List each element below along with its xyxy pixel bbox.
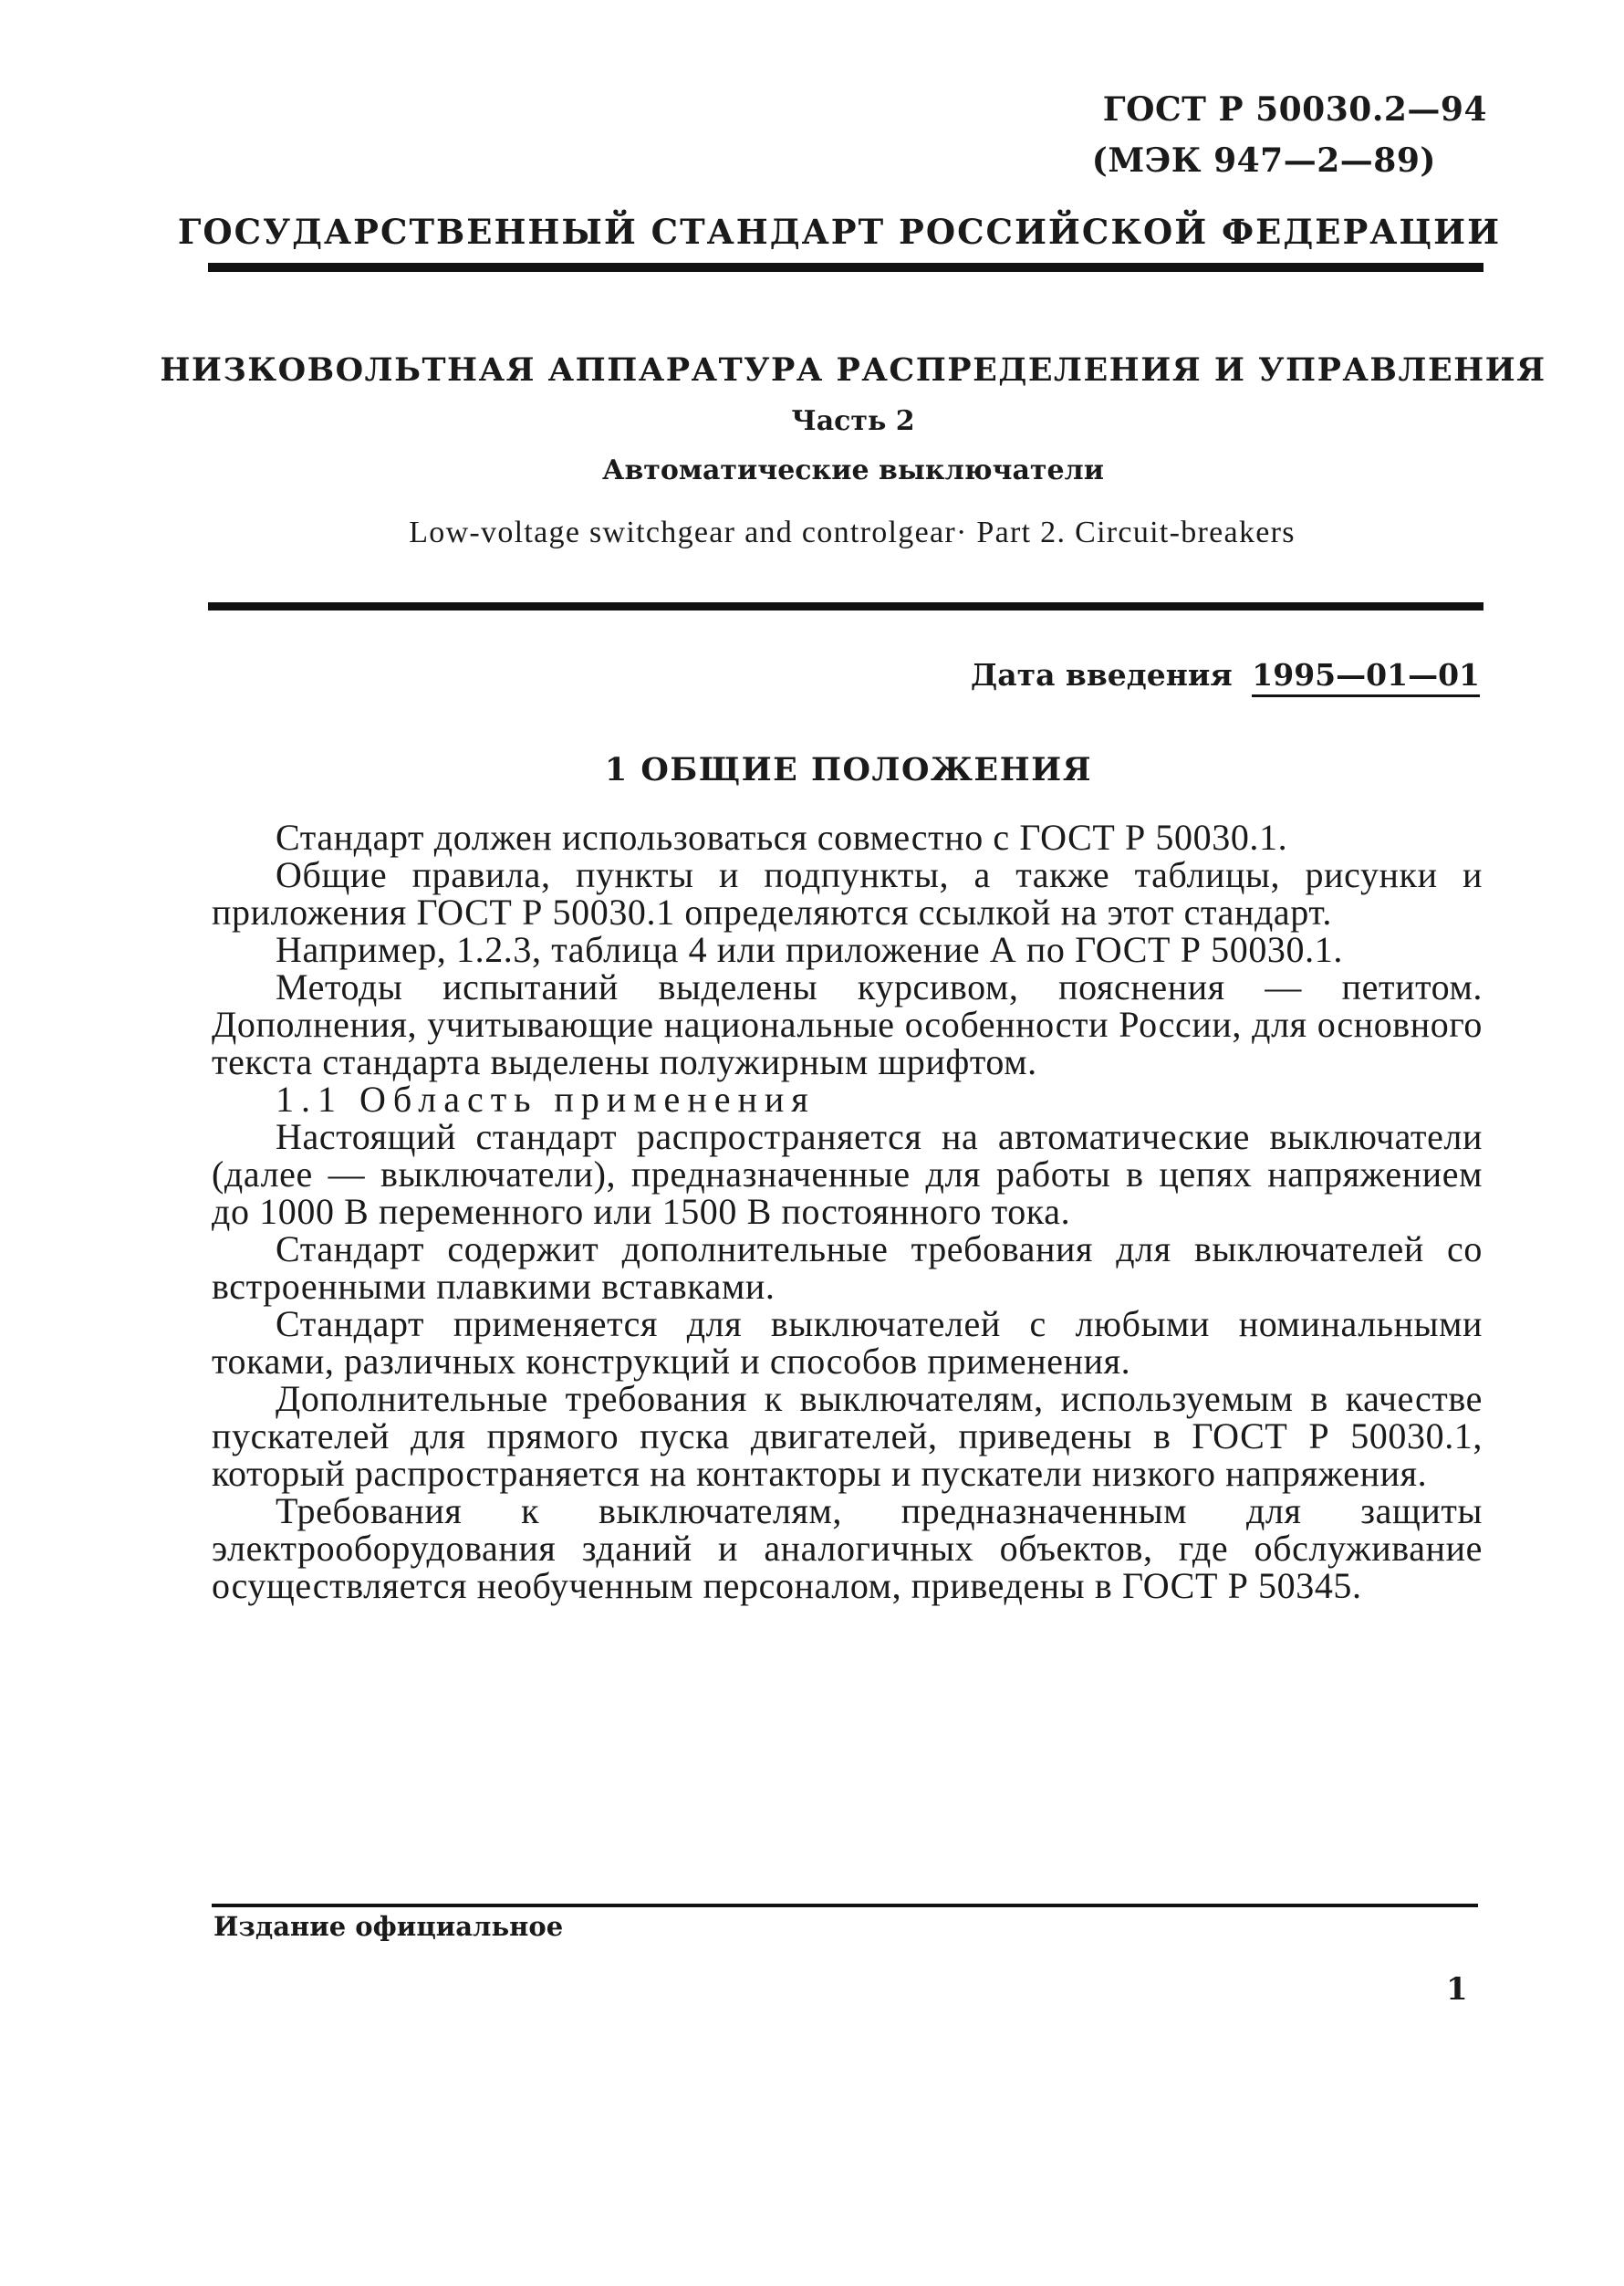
paragraph: Стандарт применяется для выключателей с любыми номинальными токами, различных конструкций и способов применения. [212, 1303, 1483, 1382]
section-heading: 1 ОБЩИЕ ПОЛОЖЕНИЯ [604, 751, 1093, 788]
paragraph: Настоящий стандарт распространяется на автоматические выключатели (далее — выключатели), предназначенные для работы в цепях напряжением до 1000 В переменного или 1500 В постоянного тока. [212, 1116, 1483, 1232]
intro-date-label: Дата введения [970, 657, 1233, 693]
paragraph: Стандарт должен использоваться совместно с ГОСТ Р 50030.1. [276, 817, 1288, 858]
intro-date-value: 1995—01—01 [1252, 657, 1480, 697]
designation-gost: ГОСТ Р 50030.2—94 [1102, 90, 1487, 129]
paragraph: Требования к выключателям, предназначенным для защиты электрооборудования зданий и аналогичных объектов, где обслуживание осуществляется необученным персоналом, приведены в ГОСТ Р 50345. [212, 1490, 1483, 1606]
intro-date [971, 657, 1480, 693]
section-body [212, 819, 1483, 1604]
paragraph: Методы испытаний выделены курсивом, пояснения — петитом. Дополнения, учитывающие национальные особенности России, для основного текста стандарта выделены полужирным шрифтом. [212, 966, 1483, 1082]
edition-label: Издание официальное [213, 1911, 564, 1942]
paragraph: Общие правила, пункты и подпункты, а также таблицы, рисунки и приложения ГОСТ Р 50030.1 определяются ссылкой на этот стандарт. [212, 854, 1483, 933]
paragraph: Стандарт содержит дополнительные требования для выключателей со встроенными плавкими вставками. [212, 1228, 1483, 1307]
paragraph: Например, 1.2.3, таблица 4 или приложение А по ГОСТ Р 50030.1. [276, 929, 1343, 970]
header-rule [208, 263, 1483, 272]
part-title: Часть 2 [791, 405, 915, 437]
subsection-heading: 1.1 Область применения [276, 1079, 816, 1120]
subtitle: Автоматические выключатели [602, 454, 1104, 486]
designation-iec: (МЭК 947—2—89) [1091, 141, 1436, 180]
standard-designation [1091, 84, 1487, 186]
title-rule [208, 602, 1483, 611]
page-number: 1 [1446, 1971, 1468, 2008]
paragraph: Дополнительные требования к выключателям, используемым в качестве пускателей для прямого пуска двигателей, приведены в ГОСТ Р 50030.1, который распространяется на контакторы и пускатели низкого напряжения. [212, 1378, 1483, 1494]
state-standard-title: ГОСУДАРСТВЕННЫЙ СТАНДАРТ РОССИЙСКОЙ ФЕДЕРАЦИИ [177, 212, 1502, 252]
footer-rule [212, 1904, 1478, 1907]
english-title: Low-voltage switchgear and controlgear· Part 2. Circuit-breakers [409, 516, 1296, 549]
document-title: НИЗКОВОЛЬТНАЯ АППАРАТУРА РАСПРЕДЕЛЕНИЯ И УПРАВЛЕНИЯ [160, 351, 1546, 389]
